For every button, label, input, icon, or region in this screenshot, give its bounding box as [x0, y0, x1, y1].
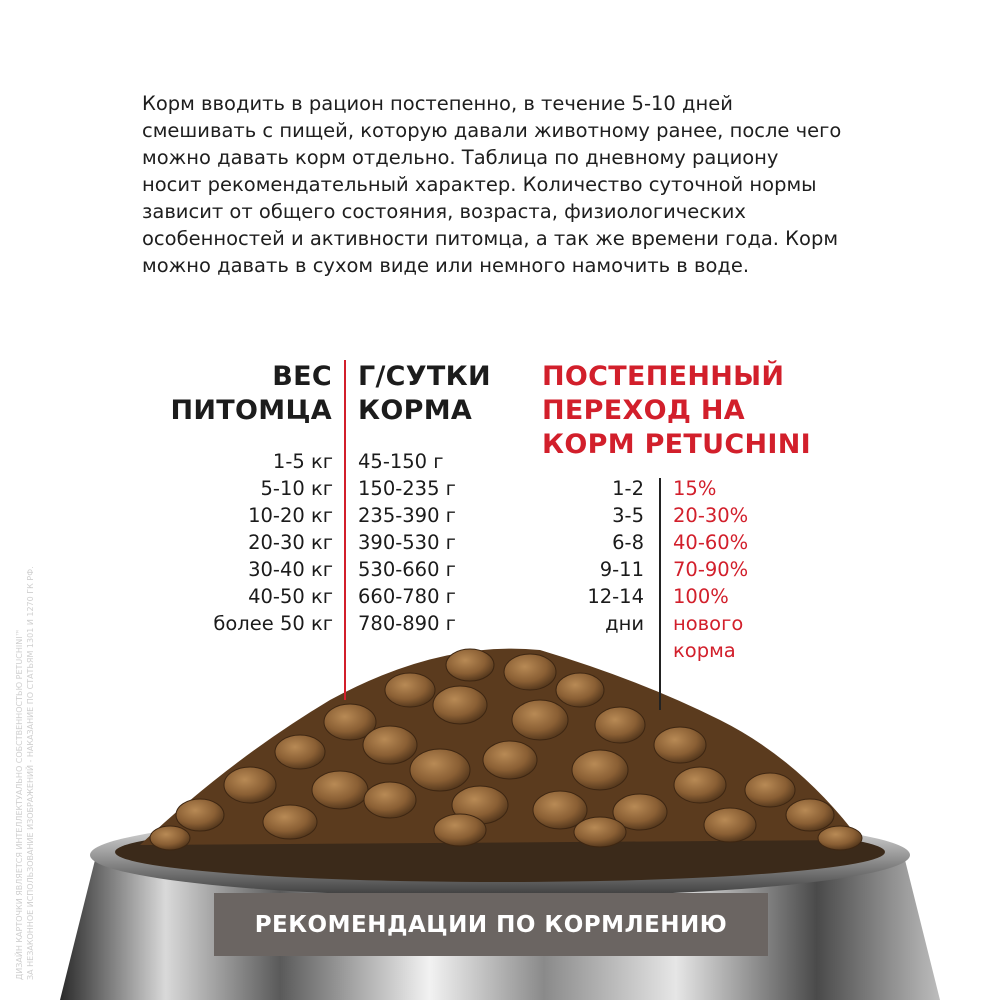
- transition-header: ПОСТЕПЕННЫЙ ПЕРЕХОД НА КОРМ PETUCHINI: [542, 361, 811, 460]
- days-label: дни: [605, 612, 644, 635]
- days-value: 12-14: [587, 585, 644, 608]
- percent-value: 100%: [673, 585, 729, 608]
- transition-percent-list: [673, 475, 763, 664]
- pet-weight-list: [213, 448, 333, 637]
- weight-value: более 50 кг: [213, 612, 333, 635]
- days-value: 3-5: [612, 504, 644, 527]
- column-divider-dark: [659, 478, 661, 710]
- new-food-label: нового корма: [673, 612, 744, 662]
- transition-days-list: [587, 475, 644, 637]
- weight-value: 30-40 кг: [248, 558, 333, 581]
- percent-value: 20-30%: [673, 504, 749, 527]
- days-value: 9-11: [599, 558, 644, 581]
- percent-value: 70-90%: [673, 558, 749, 581]
- grams-value: 150-235 г: [358, 477, 456, 500]
- grams-value: 530-660 г: [358, 558, 456, 581]
- days-value: 1-2: [612, 477, 644, 500]
- weight-value: 5-10 кг: [260, 477, 333, 500]
- feeding-recommendations-banner: РЕКОМЕНДАЦИИ ПО КОРМЛЕНИЮ: [214, 893, 768, 956]
- weight-value: 40-50 кг: [248, 585, 333, 608]
- percent-value: 40-60%: [673, 531, 749, 554]
- days-value: 6-8: [612, 531, 644, 554]
- grams-per-day-list: [358, 448, 456, 637]
- feeding-instructions-text: Корм вводить в рацион постепенно, в течение 5-10 дней смешивать с пищей, которую давали животному ранее, после чего можно давать корм отдельно. Таблица по дневному рациону носит рекомендательный характер. Количество суточной нормы зависит от общего состояния, возраста, физиологических особенностей и активности питомца, а так же времени года. Корм можно давать в сухом виде или немного намочить в воде.: [142, 92, 842, 277]
- grams-value: 390-530 г: [358, 531, 456, 554]
- grams-per-day-header: Г/СУТКИ КОРМА: [358, 361, 491, 426]
- percent-value: 15%: [673, 477, 717, 500]
- grams-value: 780-890 г: [358, 612, 456, 635]
- copyright-watermark: ДИЗАЙН КАРТОЧКИ ЯВЛЯЕТСЯ ИНТЕЛЛЕКТУАЛЬНО СОБСТВЕННОСТЬЮ PETUCHINI™ ЗА НЕЗАКОННОЕ ИСПОЛЬЗОВАНИЕ ИЗОБРАЖЕНИЙ - НАКАЗАНИЕ ПО СТАТЬЯМ 1301 И 1270 ГК РФ.: [15, 566, 35, 980]
- grams-value: 660-780 г: [358, 585, 456, 608]
- pet-weight-header: ВЕС ПИТОМЦА: [170, 361, 332, 426]
- weight-value: 1-5 кг: [272, 450, 333, 473]
- grams-value: 235-390 г: [358, 504, 456, 527]
- weight-value: 10-20 кг: [248, 504, 333, 527]
- weight-value: 20-30 кг: [248, 531, 333, 554]
- column-divider-red: [344, 360, 346, 700]
- grams-value: 45-150 г: [358, 450, 444, 473]
